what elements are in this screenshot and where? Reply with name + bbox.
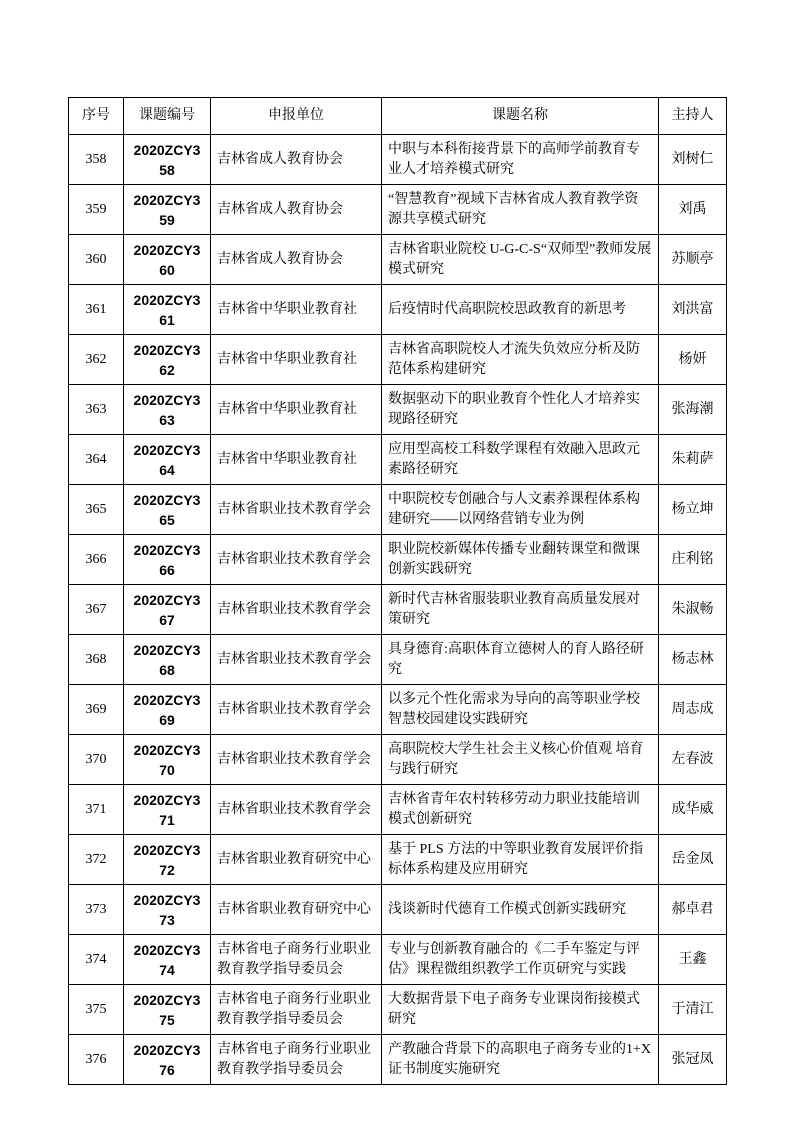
cell-applying-unit: 吉林省职业技术教育学会 [211,585,382,635]
cell-project-code: 2020ZCY369 [124,685,211,735]
cell-serial-number: 360 [69,235,124,285]
cell-serial-number: 363 [69,385,124,435]
cell-applying-unit: 吉林省职业技术教育学会 [211,685,382,735]
cell-project-title: 高职院校大学生社会主义核心价值观 培育与践行研究 [382,735,659,785]
cell-project-title: 具身德育:高职体育立德树人的育人路径研究 [382,635,659,685]
cell-applying-unit: 吉林省职业技术教育学会 [211,785,382,835]
cell-host-name: 左春波 [659,735,727,785]
table-row [69,135,727,185]
table-row [69,185,727,235]
cell-project-code: 2020ZCY374 [124,935,211,985]
cell-serial-number: 358 [69,135,124,185]
header-cell-unit: 申报单位 [211,98,382,135]
cell-applying-unit: 吉林省中华职业教育社 [211,285,382,335]
cell-applying-unit: 吉林省职业技术教育学会 [211,485,382,535]
cell-project-code: 2020ZCY375 [124,985,211,1035]
cell-project-title: 数据驱动下的职业教育个性化人才培养实现路径研究 [382,385,659,435]
cell-host-name: 杨立坤 [659,485,727,535]
cell-serial-number: 369 [69,685,124,735]
cell-serial-number: 372 [69,835,124,885]
cell-project-code: 2020ZCY358 [124,135,211,185]
cell-project-title: 后疫情时代高职院校思政教育的新思考 [382,285,659,335]
cell-project-title: 吉林省职业院校 U-G-C-S“双师型”教师发展模式研究 [382,235,659,285]
table-row [69,485,727,535]
cell-serial-number: 375 [69,985,124,1035]
cell-project-title: 浅谈新时代德育工作模式创新实践研究 [382,885,659,935]
table-row [69,335,727,385]
cell-project-title: 以多元个性化需求为导向的高等职业学校智慧校园建设实践研究 [382,685,659,735]
cell-serial-number: 374 [69,935,124,985]
cell-project-title: 产教融合背景下的高职电子商务专业的1+X 证书制度实施研究 [382,1035,659,1085]
table-row [69,985,727,1035]
cell-project-code: 2020ZCY365 [124,485,211,535]
cell-host-name: 岳金凤 [659,835,727,885]
cell-applying-unit: 吉林省电子商务行业职业教育教学指导委员会 [211,935,382,985]
cell-project-title: 中职院校专创融合与人文素养课程体系构建研究——以网络营销专业为例 [382,485,659,535]
cell-project-code: 2020ZCY367 [124,585,211,635]
cell-project-title: “智慧教育”视域下吉林省成人教育教学资源共享模式研究 [382,185,659,235]
header-cell-no: 序号 [69,98,124,135]
cell-host-name: 朱莉萨 [659,435,727,485]
cell-serial-number: 367 [69,585,124,635]
header-cell-title: 课题名称 [382,98,659,135]
cell-host-name: 张海潮 [659,385,727,435]
cell-project-title: 吉林省青年农村转移劳动力职业技能培训模式创新研究 [382,785,659,835]
header-cell-host: 主持人 [659,98,727,135]
cell-host-name: 刘禹 [659,185,727,235]
cell-project-title: 职业院校新媒体传播专业翻转课堂和微课创新实践研究 [382,535,659,585]
cell-project-code: 2020ZCY376 [124,1035,211,1085]
cell-applying-unit: 吉林省职业技术教育学会 [211,535,382,585]
cell-applying-unit: 吉林省职业教育研究中心 [211,885,382,935]
cell-project-title: 吉林省高职院校人才流失负效应分析及防范体系构建研究 [382,335,659,385]
cell-serial-number: 361 [69,285,124,335]
cell-applying-unit: 吉林省职业技术教育学会 [211,735,382,785]
cell-host-name: 苏顺亭 [659,235,727,285]
cell-host-name: 朱淑畅 [659,585,727,635]
table-row [69,835,727,885]
cell-applying-unit: 吉林省中华职业教育社 [211,435,382,485]
table-row [69,885,727,935]
cell-serial-number: 373 [69,885,124,935]
cell-applying-unit: 吉林省中华职业教育社 [211,335,382,385]
cell-host-name: 刘树仁 [659,135,727,185]
cell-applying-unit: 吉林省中华职业教育社 [211,385,382,435]
cell-applying-unit: 吉林省成人教育协会 [211,135,382,185]
header-row [69,98,727,135]
cell-project-code: 2020ZCY360 [124,235,211,285]
cell-host-name: 张冠凤 [659,1035,727,1085]
cell-serial-number: 364 [69,435,124,485]
cell-project-title: 专业与创新教育融合的《二手车鉴定与评估》课程微组织教学工作页研究与实践 [382,935,659,985]
cell-host-name: 杨志林 [659,635,727,685]
cell-serial-number: 368 [69,635,124,685]
cell-project-title: 中职与本科衔接背景下的高师学前教育专业人才培养模式研究 [382,135,659,185]
cell-host-name: 王鑫 [659,935,727,985]
cell-project-code: 2020ZCY362 [124,335,211,385]
cell-project-code: 2020ZCY370 [124,735,211,785]
table-row [69,785,727,835]
cell-applying-unit: 吉林省成人教育协会 [211,235,382,285]
cell-applying-unit: 吉林省成人教育协会 [211,185,382,235]
table-row [69,685,727,735]
table-row [69,735,727,785]
cell-host-name: 成华威 [659,785,727,835]
cell-serial-number: 366 [69,535,124,585]
cell-host-name: 杨妍 [659,335,727,385]
cell-project-code: 2020ZCY366 [124,535,211,585]
cell-applying-unit: 吉林省职业教育研究中心 [211,835,382,885]
cell-host-name: 周志成 [659,685,727,735]
table-row [69,285,727,335]
cell-host-name: 郝卓君 [659,885,727,935]
cell-project-code: 2020ZCY371 [124,785,211,835]
cell-serial-number: 362 [69,335,124,385]
cell-serial-number: 376 [69,1035,124,1085]
cell-serial-number: 365 [69,485,124,535]
cell-project-title: 新时代吉林省服装职业教育高质量发展对策研究 [382,585,659,635]
table-row [69,935,727,985]
cell-project-title: 大数据背景下电子商务专业课岗衔接模式研究 [382,985,659,1035]
table-row [69,435,727,485]
table-body [69,135,727,1085]
table-row [69,235,727,285]
cell-project-title: 基于 PLS 方法的中等职业教育发展评价指标体系构建及应用研究 [382,835,659,885]
cell-serial-number: 359 [69,185,124,235]
cell-project-code: 2020ZCY368 [124,635,211,685]
cell-applying-unit: 吉林省电子商务行业职业教育教学指导委员会 [211,1035,382,1085]
cell-applying-unit: 吉林省职业技术教育学会 [211,635,382,685]
table-row [69,385,727,435]
cell-project-code: 2020ZCY372 [124,835,211,885]
table-row [69,635,727,685]
cell-project-code: 2020ZCY359 [124,185,211,235]
table-row [69,585,727,635]
cell-project-code: 2020ZCY373 [124,885,211,935]
cell-host-name: 刘洪富 [659,285,727,335]
cell-project-code: 2020ZCY363 [124,385,211,435]
cell-host-name: 于清江 [659,985,727,1035]
table-row [69,535,727,585]
cell-applying-unit: 吉林省电子商务行业职业教育教学指导委员会 [211,985,382,1035]
cell-project-code: 2020ZCY364 [124,435,211,485]
header-cell-code: 课题编号 [124,98,211,135]
table-row [69,1035,727,1085]
project-list-table [68,97,727,1085]
cell-project-code: 2020ZCY361 [124,285,211,335]
cell-serial-number: 371 [69,785,124,835]
cell-serial-number: 370 [69,735,124,785]
cell-project-title: 应用型高校工科数学课程有效融入思政元素路径研究 [382,435,659,485]
table-header [69,98,727,135]
cell-host-name: 庄利铭 [659,535,727,585]
